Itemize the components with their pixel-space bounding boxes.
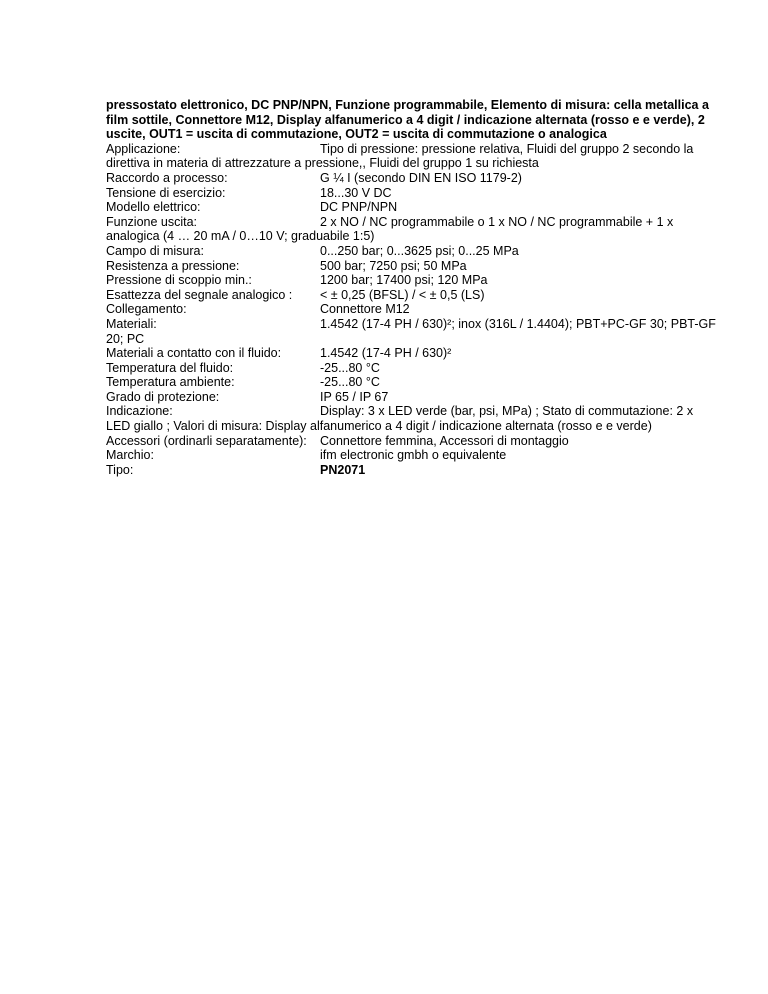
- product-description-heading: pressostato elettronico, DC PNP/NPN, Funzione programmabile, Elemento di misura: cella metallica a film sottile, Connettore M12, Display alfanumerico a 4 digit / indicazione alternata (rosso e e verde), 2 uscite, OUT1 = uscita di commutazione, OUT2 = uscita di commutazione o analogica: [106, 98, 709, 142]
- spec-value: 1200 bar; 17400 psi; 120 MPa: [320, 273, 488, 288]
- spec-value: < ± 0,25 (BFSL) / < ± 0,5 (LS): [320, 287, 485, 302]
- spec-label: Accessori (ordinarli separatamente):: [106, 433, 307, 448]
- spec-value: 1.4542 (17-4 PH / 630)²; inox (316L / 1.4404); PBT+PC-GF 30; PBT-GF 20; PC: [106, 316, 716, 346]
- spec-label: Funzione uscita:: [106, 214, 198, 229]
- spec-row-tipo: [106, 463, 716, 478]
- spec-value: 2 x NO / NC programmabile o 1 x NO / NC programmabile + 1 x analogica (4 … 20 mA / 0…10 V; graduabile 1:5): [106, 214, 674, 244]
- spec-value: -25...80 °C: [320, 360, 380, 375]
- spec-label: Grado di protezione:: [106, 389, 220, 404]
- spec-value: Connettore M12: [320, 302, 410, 317]
- spec-row-funzione-uscita: [106, 215, 716, 244]
- spec-row-tensione: [106, 186, 716, 201]
- spec-label: Raccordo a processo:: [106, 170, 228, 185]
- spec-value: DC PNP/NPN: [320, 200, 398, 215]
- spec-value: G ¼ I (secondo DIN EN ISO 1179-2): [320, 170, 522, 185]
- spec-row-esattezza: [106, 288, 716, 303]
- spec-row-scoppio: [106, 273, 716, 288]
- spec-row-materiali-contatto: [106, 346, 716, 361]
- spec-label: Resistenza a pressione:: [106, 258, 240, 273]
- spec-row-temp-ambiente: [106, 375, 716, 390]
- spec-value: Display: 3 x LED verde (bar, psi, MPa) ; Stato di commutazione: 2 x LED giallo ; Valori di misura: Display alfanumerico a 4 digit / indicazione alternata (rosso e e verde): [106, 404, 694, 434]
- spec-value: 18...30 V DC: [320, 185, 392, 200]
- spec-value: IP 65 / IP 67: [320, 389, 389, 404]
- spec-value: -25...80 °C: [320, 375, 380, 390]
- spec-value: 0...250 bar; 0...3625 psi; 0...25 MPa: [320, 243, 519, 258]
- spec-label: Esattezza del segnale analogico :: [106, 287, 293, 302]
- spec-label: Modello elettrico:: [106, 200, 201, 215]
- spec-row-campo-misura: [106, 244, 716, 259]
- spec-label: Marchio:: [106, 448, 154, 463]
- spec-row-raccordo: [106, 171, 716, 186]
- spec-label: Materiali:: [106, 316, 157, 331]
- spec-value: 500 bar; 7250 psi; 50 MPa: [320, 258, 467, 273]
- spec-label: Collegamento:: [106, 302, 187, 317]
- spec-row-collegamento: [106, 302, 716, 317]
- spec-value: Tipo di pressione: pressione relativa, Fluidi del gruppo 2 secondo la direttiva in materia di attrezzature a pressione,, Fluidi del gruppo 1 su richiesta: [106, 141, 694, 171]
- spec-label: Applicazione:: [106, 141, 181, 156]
- spec-document: [106, 98, 716, 477]
- spec-label: Materiali a contatto con il fluido:: [106, 346, 282, 361]
- spec-row-resistenza: [106, 259, 716, 274]
- spec-value: 1.4542 (17-4 PH / 630)²: [320, 346, 452, 361]
- spec-row-modello: [106, 200, 716, 215]
- spec-row-marchio: [106, 448, 716, 463]
- spec-row-protezione: [106, 390, 716, 405]
- spec-label: Tipo:: [106, 462, 134, 477]
- spec-label: Temperatura del fluido:: [106, 360, 234, 375]
- spec-row-temp-fluido: [106, 361, 716, 376]
- spec-label: Temperatura ambiente:: [106, 375, 235, 390]
- spec-label: Tensione di esercizio:: [106, 185, 226, 200]
- spec-value: ifm electronic gmbh o equivalente: [320, 448, 507, 463]
- spec-value: Connettore femmina, Accessori di montaggio: [320, 433, 569, 448]
- spec-row-applicazione: [106, 142, 716, 171]
- spec-row-materiali: [106, 317, 716, 346]
- spec-row-indicazione: [106, 404, 716, 433]
- spec-label: Pressione di scoppio min.:: [106, 273, 252, 288]
- product-code: PN2071: [320, 462, 366, 477]
- spec-label: Campo di misura:: [106, 243, 204, 258]
- spec-row-accessori: [106, 434, 716, 449]
- spec-label: Indicazione:: [106, 404, 173, 419]
